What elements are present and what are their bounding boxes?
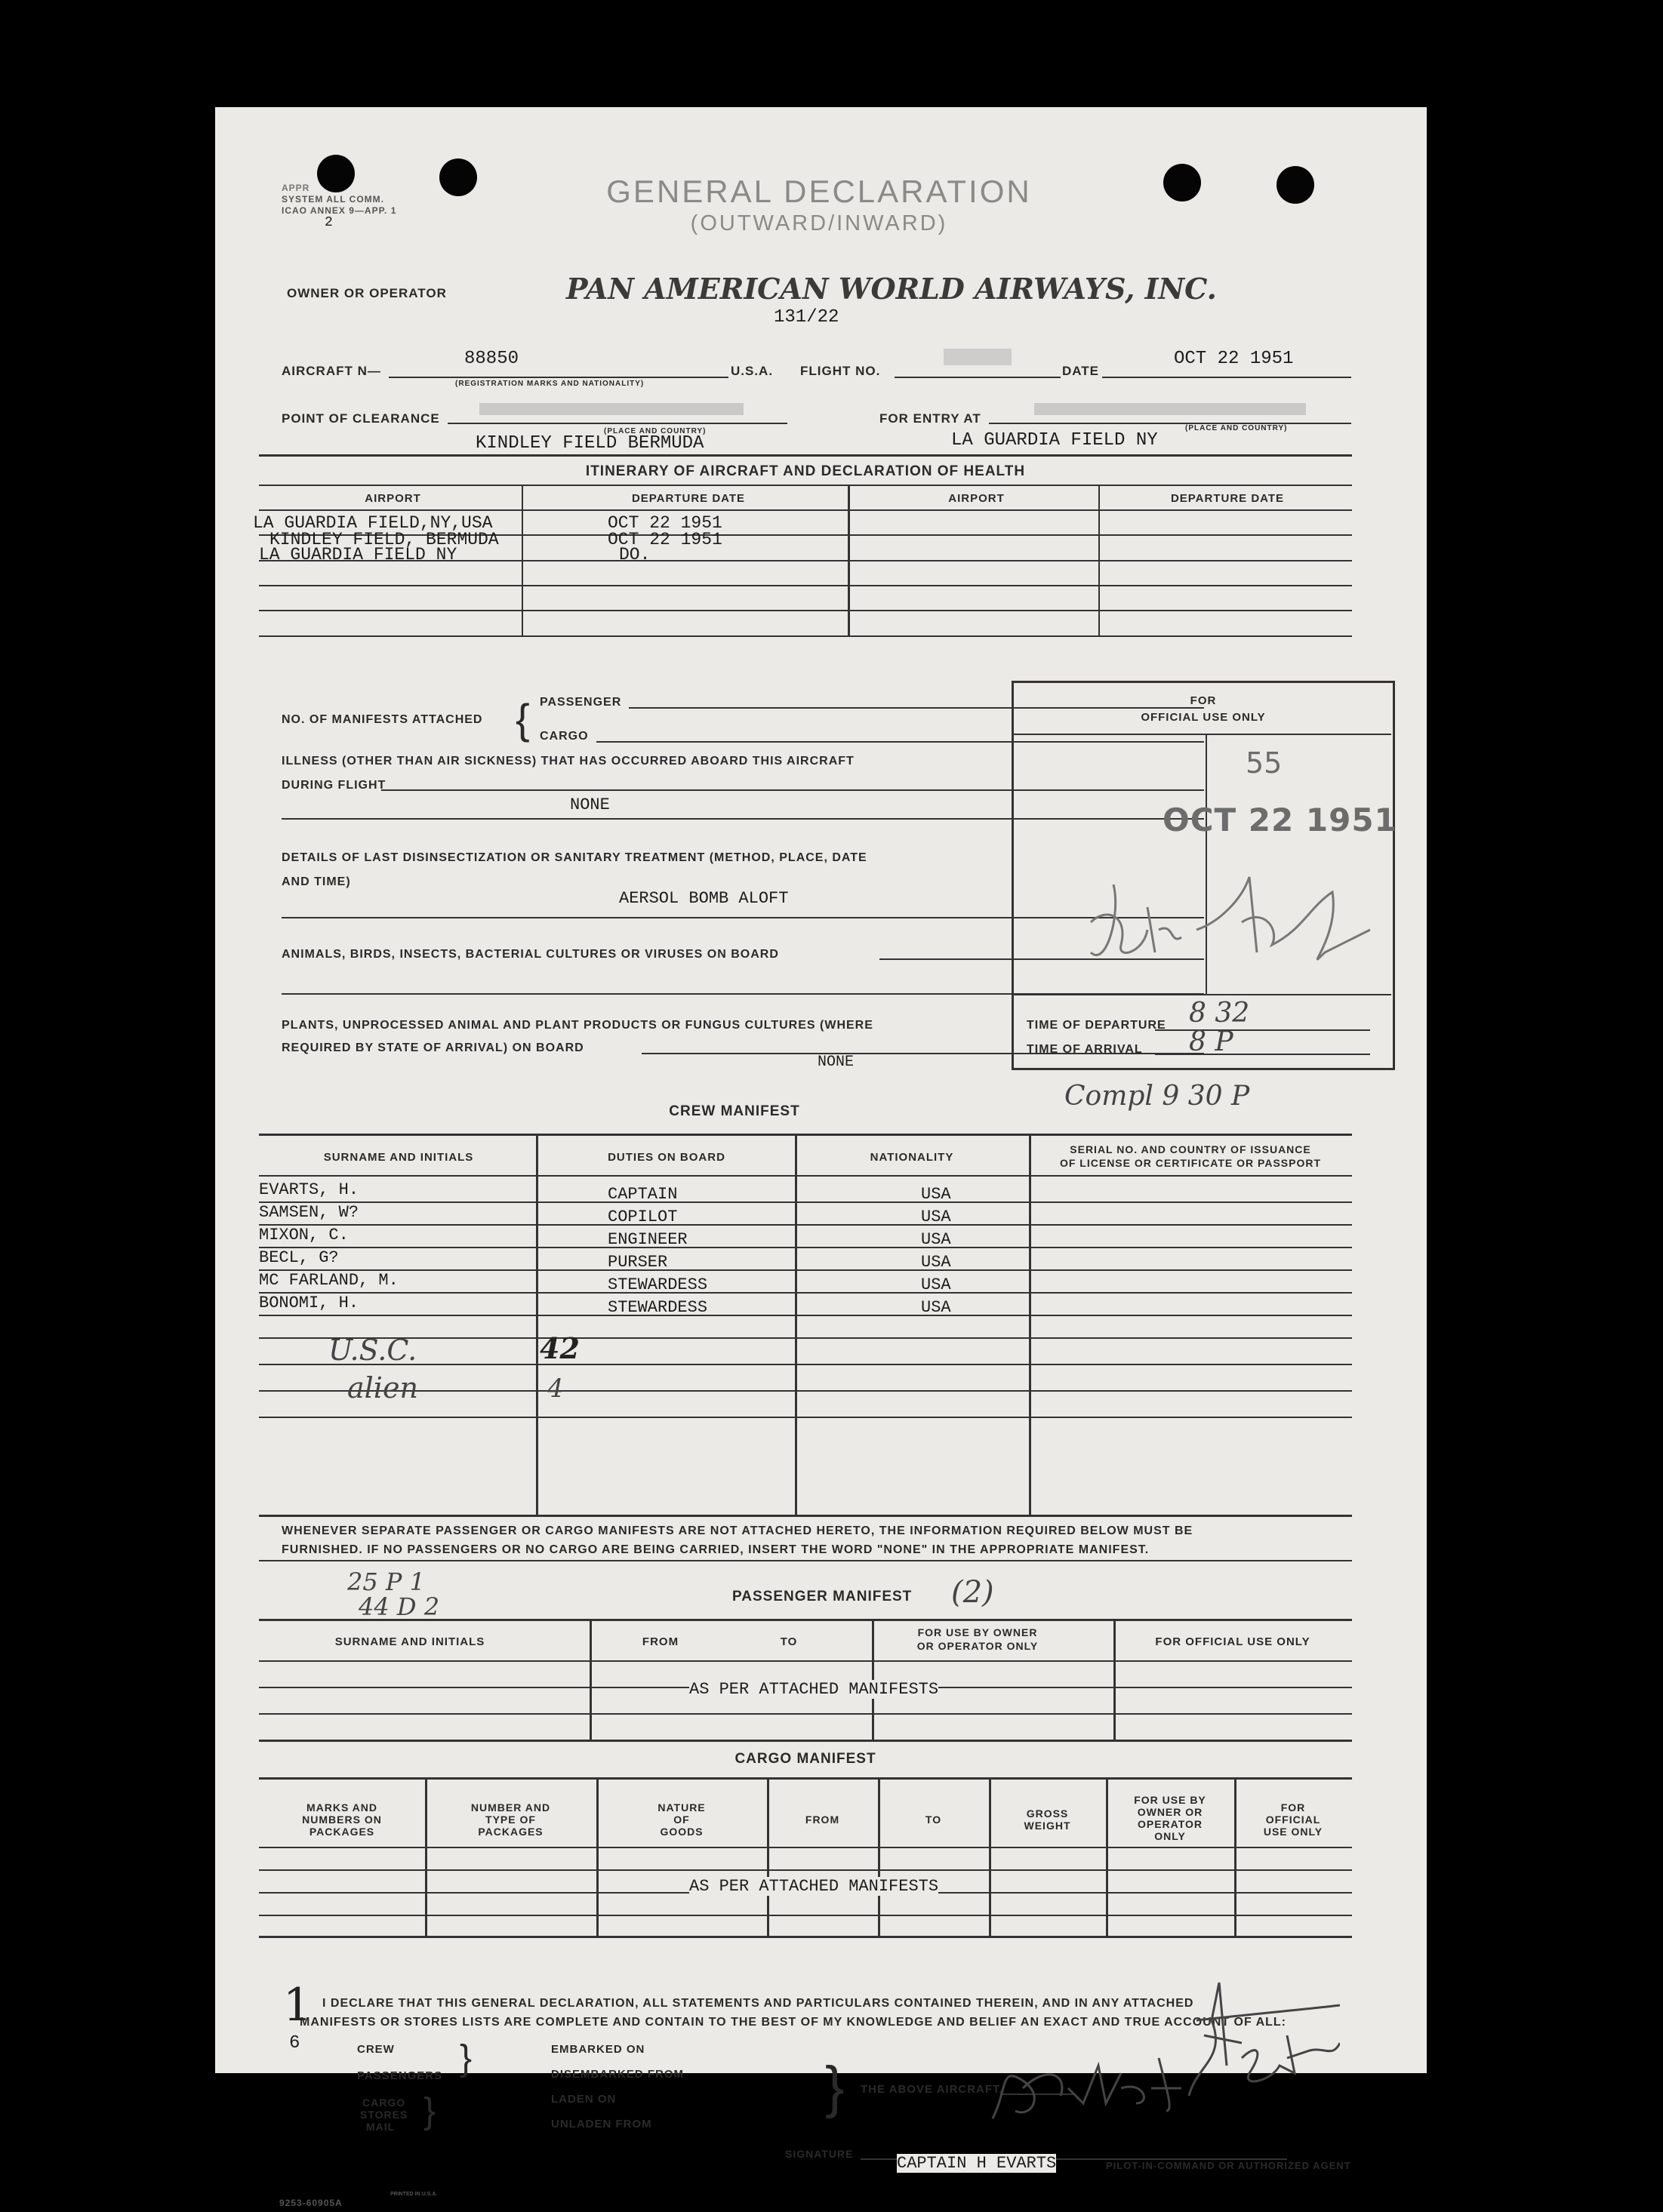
cargo-header-official-line: USE ONLY — [1263, 1826, 1323, 1838]
cargo-header-owner-line: ONLY — [1154, 1830, 1186, 1842]
crew-row-duty: STEWARDESS — [608, 1298, 708, 1317]
itinerary-header-airport-1: AIRPORT — [365, 492, 421, 505]
owner-label: OWNER OR OPERATOR — [287, 286, 447, 300]
declaration-hand-mark2: 6 — [289, 2033, 300, 2054]
passenger-header-from: FROM — [642, 1635, 679, 1648]
entry-value: LA GUARDIA FIELD NY — [951, 430, 1158, 451]
itinerary-row-airport: LA GUARDIA FIELD NY — [259, 545, 457, 565]
arrival-time-label: TIME OF ARRIVAL — [1027, 1043, 1143, 1056]
form-number: 9253-60905A — [279, 2198, 343, 2208]
cargo-header-number-line: TYPE OF — [485, 1814, 536, 1826]
passenger-hand-note2: 44 D 2 — [359, 1592, 440, 1621]
cargo-header-marks-line: NUMBERS ON — [302, 1814, 382, 1826]
entry-redacted — [1034, 403, 1306, 415]
cargo-header-official-line: OFFICIAL — [1265, 1814, 1321, 1826]
itinerary-title: ITINERARY OF AIRCRAFT AND DECLARATION OF HEALTH — [585, 463, 1026, 479]
declaration-disembarked: DISEMBARKED FROM — [551, 2068, 684, 2081]
crew-row-duty: ENGINEER — [608, 1230, 688, 1249]
crew-row-nationality: USA — [921, 1253, 951, 1272]
cargo-header-number-line: NUMBER AND — [470, 1801, 551, 1814]
itinerary-row-date: OCT 22 1951 — [608, 530, 722, 549]
crew-row-name: MC FARLAND, M. — [259, 1271, 399, 1290]
place-country-label: (PLACE AND COUNTRY) — [604, 427, 707, 435]
cargo-header-to: TO — [925, 1814, 942, 1826]
crew-manifest-title: CREW MANIFEST — [669, 1103, 800, 1119]
crew-header-nationality: NATIONALITY — [870, 1151, 954, 1164]
notice-line2: FURNISHED. IF NO PASSENGERS OR NO CARGO ARE BEING CARRIED, INSERT THE WORD "NONE" IN THE APPROPRIATE MANIFEST. — [282, 1543, 1150, 1556]
crew-row-nationality: USA — [921, 1230, 951, 1249]
signature-name: CAPTAIN H EVARTS — [897, 2154, 1057, 2173]
clearance-label: POINT OF CLEARANCE — [282, 411, 440, 426]
crew-row-duty: PURSER — [608, 1253, 668, 1272]
declaration-hand-mark1: 1 — [283, 1979, 313, 2032]
crew-row-name: BONOMI, H. — [259, 1294, 359, 1312]
crew-hand-note-citizens: U.S.C. — [328, 1334, 417, 1367]
plants-label-line2: REQUIRED BY STATE OF ARRIVAL) ON BOARD — [282, 1041, 584, 1054]
signature-label: SIGNATURE — [785, 2148, 854, 2160]
completion-note: Compl 9 30 P — [1064, 1081, 1250, 1112]
arrival-time-value: 8 P — [1189, 1026, 1233, 1057]
brace: { — [516, 695, 531, 743]
date-value: OCT 22 1951 — [1174, 349, 1294, 369]
crew-row-name: MIXON, C. — [259, 1226, 349, 1244]
punch-hole — [439, 158, 477, 196]
disinsect-value: AERSOL BOMB ALOFT — [619, 889, 789, 908]
cargo-manifest-title: CARGO MANIFEST — [734, 1751, 876, 1767]
cargo-header-number-line: PACKAGES — [478, 1826, 544, 1838]
aircraft-label: AIRCRAFT N— — [282, 364, 381, 378]
crew-hand-note-aliens: alien — [347, 1371, 418, 1404]
declaration-unladen: UNLADEN FROM — [551, 2118, 652, 2130]
disinsect-label-line2: AND TIME) — [282, 875, 351, 888]
official-signature — [1076, 862, 1378, 975]
stamp-number: 55 — [1246, 746, 1283, 780]
declaration-brace-2: } — [423, 2091, 437, 2131]
reference-number: 131/22 — [774, 307, 839, 328]
flight-label: FLIGHT NO. — [800, 364, 881, 378]
declaration-passengers: PASSENGERS — [357, 2069, 443, 2082]
itinerary-header-date-2: DEPARTURE DATE — [1170, 492, 1285, 505]
passenger-header-owner-line2: OR OPERATOR ONLY — [916, 1640, 1039, 1652]
cargo-header-nature-line: NATURE — [658, 1801, 706, 1814]
form-title: GENERAL DECLARATION — [606, 174, 1032, 209]
animals-label: ANIMALS, BIRDS, INSECTS, BACTERIAL CULTURES OR VIRUSES ON BOARD — [282, 948, 779, 961]
cargo-header-weight-line: WEIGHT — [1024, 1820, 1071, 1832]
crew-row-nationality: USA — [921, 1298, 951, 1317]
aircraft-value: 88850 — [464, 349, 519, 369]
itinerary-header-airport-2: AIRPORT — [948, 492, 1005, 505]
manifests-cargo-label: CARGO — [540, 730, 589, 743]
printer-mark: PRINTED IN U.S.A. — [390, 2192, 438, 2197]
cargo-header-owner-line: FOR USE BY — [1134, 1794, 1206, 1806]
crew-header-duties: DUTIES ON BOARD — [608, 1151, 725, 1164]
itinerary-row-airport: LA GUARDIA FIELD,NY,USA — [253, 513, 493, 533]
manifests-label: NO. OF MANIFESTS ATTACHED — [282, 713, 483, 726]
form-subtitle: (OUTWARD/INWARD) — [690, 211, 948, 235]
cargo-header-weight-line: GROSS — [1026, 1807, 1069, 1820]
approval-line1: APPR — [282, 183, 310, 193]
crew-row-name: BECL, G? — [259, 1248, 339, 1267]
departure-time-value: 8 32 — [1189, 998, 1250, 1029]
approval-mark: 2 — [325, 215, 333, 230]
disinsect-label-line1: DETAILS OF LAST DISINSECTIZATION OR SANITARY TREATMENT (METHOD, PLACE, DATE — [282, 851, 867, 864]
punch-hole — [317, 155, 355, 192]
crew-hand-count-aliens: 4 — [547, 1374, 564, 1404]
crew-row-duty: STEWARDESS — [608, 1275, 708, 1294]
notice-line1: WHENEVER SEPARATE PASSENGER OR CARGO MANIFESTS ARE NOT ATTACHED HERETO, THE INFORMATION REQUIRED BELOW MUST BE — [282, 1524, 1193, 1537]
itinerary-row-date: OCT 22 1951 — [608, 513, 722, 533]
aircraft-sublabel: (REGISTRATION MARKS AND NATIONALITY) — [455, 380, 645, 388]
crew-row-nationality: USA — [921, 1185, 951, 1204]
plants-label-line1: PLANTS, UNPROCESSED ANIMAL AND PLANT PRODUCTS OR FUNGUS CULTURES (WHERE — [282, 1019, 873, 1032]
crew-header-serial-line2: OF LICENSE OR CERTIFICATE OR PASSPORT — [1059, 1157, 1322, 1169]
cargo-header-nature-line: OF — [673, 1814, 690, 1826]
date-label: DATE — [1062, 364, 1100, 378]
cargo-header-owner-line: OPERATOR — [1137, 1818, 1203, 1830]
official-title-line1: FOR — [1190, 694, 1217, 707]
declaration-cargo: CARGO — [362, 2097, 406, 2109]
place-country-label-2: (PLACE AND COUNTRY) — [1185, 424, 1288, 432]
crew-row-name: SAMSEN, W? — [259, 1203, 359, 1222]
crew-hand-count-citizens: 42 — [540, 1331, 580, 1365]
stamp-date: OCT 22 1951 — [1163, 801, 1397, 838]
crew-header-surname: SURNAME AND INITIALS — [323, 1151, 474, 1164]
punch-hole — [1163, 164, 1201, 202]
itinerary-header-date-1: DEPARTURE DATE — [631, 492, 746, 505]
declaration-embarked: EMBARKED ON — [551, 2043, 645, 2056]
passenger-manifest-title: PASSENGER MANIFEST — [732, 1589, 913, 1604]
declaration-line2: MANIFESTS OR STORES LISTS ARE COMPLETE AND CONTAIN TO THE BEST OF MY KNOWLEDGE AND BELIEF AN EXACT AND TRUE ACCOUNT OF ALL: — [300, 2016, 1287, 2029]
declaration-line1: I DECLARE THAT THIS GENERAL DECLARATION, ALL STATEMENTS AND PARTICULARS CONTAINED THEREIN, AND IN ANY ATTACHED — [322, 1997, 1194, 2010]
declaration-mail: MAIL — [366, 2121, 396, 2133]
crew-row-duty: CAPTAIN — [608, 1185, 678, 1204]
usa-label: U.S.A. — [731, 364, 774, 378]
clearance-redacted — [479, 403, 744, 415]
cargo-header-marks-line: PACKAGES — [309, 1826, 375, 1838]
declaration-above-aircraft: THE ABOVE AIRCRAFT. — [861, 2083, 1003, 2096]
passenger-per-attached: AS PER ATTACHED MANIFESTS — [689, 1680, 939, 1699]
passenger-hand-note1: 25 P 1 — [347, 1567, 425, 1596]
passenger-hand-count: (2) — [951, 1575, 994, 1610]
crew-row-nationality: USA — [921, 1208, 951, 1226]
declaration-brace-1: } — [460, 2038, 473, 2078]
passenger-header-official: FOR OFFICIAL USE ONLY — [1155, 1635, 1310, 1648]
passenger-header-owner-line1: FOR USE BY OWNER — [917, 1626, 1038, 1638]
declaration-laden: LADEN ON — [551, 2093, 617, 2106]
cargo-header-marks-line: MARKS AND — [306, 1801, 378, 1814]
declaration-crew: CREW — [357, 2043, 395, 2056]
approval-line3: ICAO ANNEX 9—APP. 1 — [282, 205, 397, 216]
crew-row-name: EVARTS, H. — [259, 1180, 359, 1199]
cargo-header-owner-line: OWNER OR — [1137, 1806, 1203, 1818]
itinerary-row-date: DO. — [619, 545, 651, 565]
illness-label-line2: DURING FLIGHT — [282, 779, 386, 792]
plants-value: NONE — [818, 1054, 855, 1071]
owner-value: PAN AMERICAN WORLD AIRWAYS, INC. — [566, 272, 1217, 306]
entry-label: FOR ENTRY AT — [879, 411, 981, 426]
crew-header-serial-line1: SERIAL NO. AND COUNTRY OF ISSUANCE — [1070, 1143, 1311, 1155]
clearance-value: KINDLEY FIELD BERMUDA — [476, 433, 704, 454]
declaration-brace-3: } — [825, 2055, 845, 2119]
passenger-header-to: TO — [780, 1635, 798, 1648]
flight-number-redacted — [944, 349, 1012, 365]
declaration-stores: STORES — [360, 2109, 408, 2121]
declaration-form — [215, 107, 1427, 2208]
punch-hole — [1277, 166, 1314, 204]
cargo-per-attached: AS PER ATTACHED MANIFESTS — [689, 1877, 939, 1896]
cargo-header-from: FROM — [805, 1814, 840, 1826]
passenger-header-surname: SURNAME AND INITIALS — [334, 1635, 485, 1648]
departure-time-label: TIME OF DEPARTURE — [1027, 1019, 1166, 1032]
crew-row-nationality: USA — [921, 1275, 951, 1294]
approval-line2: SYSTEM ALL COMM. — [282, 194, 384, 205]
illness-label-line1: ILLNESS (OTHER THAN AIR SICKNESS) THAT HAS OCCURRED ABOARD THIS AIRCRAFT — [282, 755, 855, 768]
pilot-label: PILOT-IN-COMMAND OR AUTHORIZED AGENT — [1106, 2160, 1351, 2171]
cargo-header-official-line: FOR — [1280, 1801, 1306, 1814]
captain-signature — [978, 1975, 1340, 2126]
cargo-header-nature-line: GOODS — [660, 1826, 704, 1838]
crew-row-duty: COPILOT — [608, 1208, 678, 1226]
illness-value: NONE — [570, 795, 610, 814]
manifests-passenger-label: PASSENGER — [540, 696, 622, 709]
itinerary-row-airport: KINDLEY FIELD, BERMUDA — [269, 530, 499, 549]
official-title-line2: OFFICIAL USE ONLY — [1141, 711, 1266, 724]
